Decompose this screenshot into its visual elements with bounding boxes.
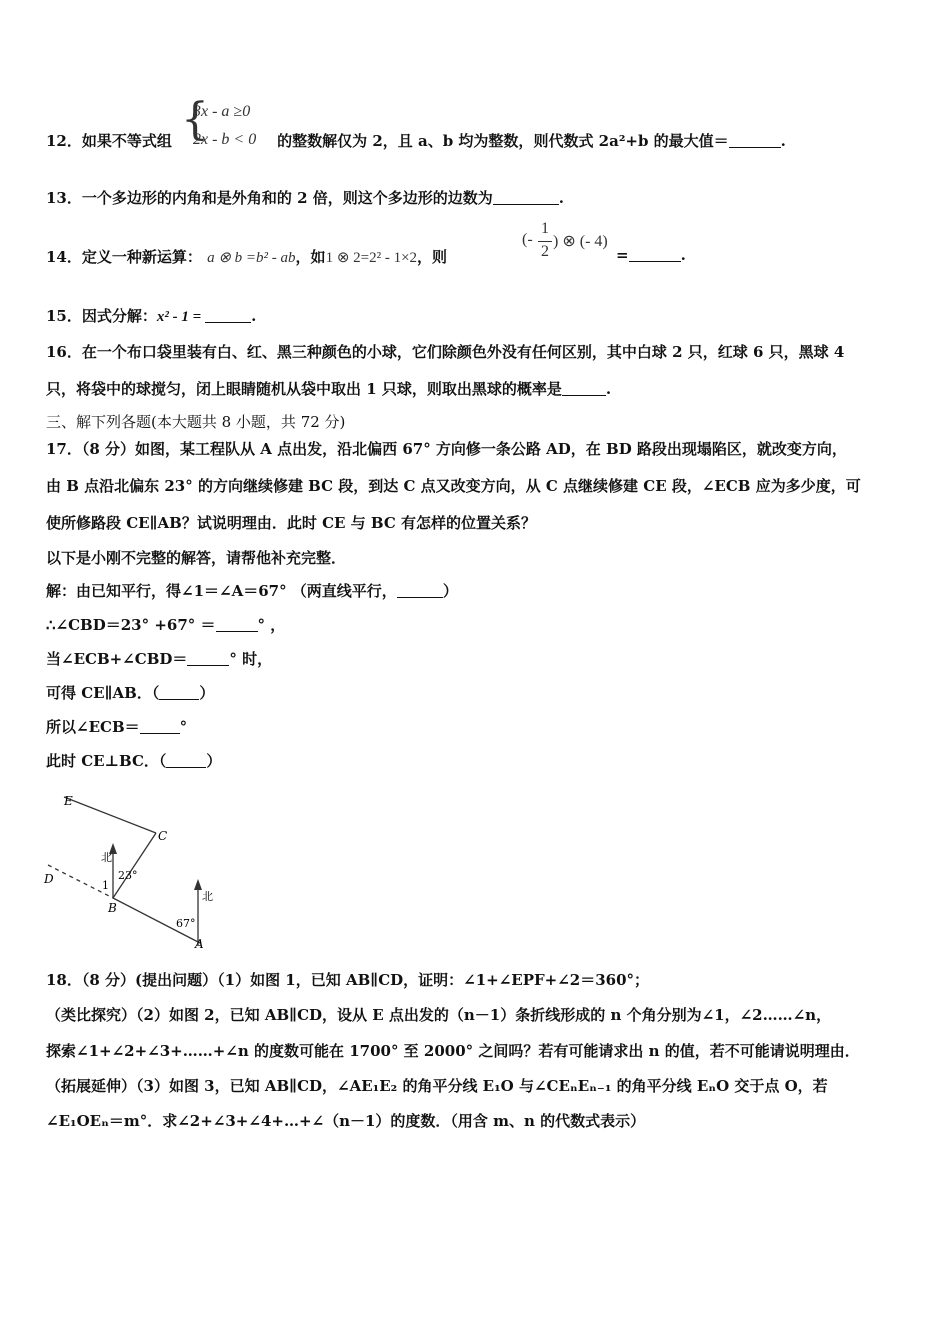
q14-definition: a ⊗ b =b² - ab <box>207 250 296 266</box>
q17-line-1: 17．（8 分）如图，某工程队从 A 点出发，沿北偏西 67° 方向修一条公路 AD，在 BD 路段出现塌陷区，就改变方向， <box>46 440 847 458</box>
q17-step-5: 所以∠ECB＝ ° <box>46 718 188 736</box>
segment-cb <box>113 833 156 898</box>
label-e: E <box>64 794 73 808</box>
q12: 12．如果不等式组 的整数解仅为 2，且 a、b 均为整数，则代数式 2a²+b 的最大值＝ . <box>46 132 786 150</box>
q18-line-3: 探索∠1+∠2+∠3+……+∠n 的度数可能在 1700° 至 2000° 之间吗？若有可能请求出 n 的值，若不可能请说明理由． <box>46 1042 860 1060</box>
q17-step-2: ∴∠CBD＝23° +67° ＝ ° ， <box>46 616 286 634</box>
q14-expr-right: ) ⊗ (- 4) <box>553 233 608 250</box>
q16-answer-blank[interactable] <box>562 380 606 396</box>
q18-line-2: （类比探究）（2）如图 2，已知 AB∥CD，设从 E 点出发的（n－1）条折线形成的 n 个角分别为∠1，∠2……∠n， <box>46 1006 832 1024</box>
q17-blank-1[interactable] <box>397 582 443 598</box>
label-north-a: 北 <box>202 890 213 903</box>
label-angle-1: 1 <box>102 879 109 892</box>
q14-answer: = . <box>616 246 686 264</box>
q17-blank-3[interactable] <box>187 650 229 666</box>
q12-answer-blank[interactable] <box>729 132 781 148</box>
q14-expr-left: (- <box>522 231 533 248</box>
q15: 15．因式分解：x² - 1 = . <box>46 307 257 325</box>
q17-step-4: 可得 CE∥AB．（ ） <box>46 684 215 702</box>
q13: 13．一个多边形的内角和是外角和的 2 倍，则这个多边形的边数为 . <box>46 189 564 207</box>
q17-line-3: 使所修路段 CE∥AB？试说明理由．此时 CE 与 BC 有怎样的位置关系？ <box>46 514 537 532</box>
q18-line-5: ∠E₁OEₙ＝m°．求∠2+∠3+∠4+…+∠（n－1）的度数．（用含 m、n 的代数式表示） <box>46 1112 646 1130</box>
q17-step-6: 此时 CE⊥BC．（ ） <box>46 752 222 770</box>
q17-line-2: 由 B 点沿北偏东 23° 的方向继续修建 BC 段，到达 C 点又改变方向，从 C 点继续修建 CE 段，∠ECB 应为多少度，可 <box>46 477 861 495</box>
q17-blank-5[interactable] <box>140 718 180 734</box>
q13-answer-blank[interactable] <box>493 189 559 205</box>
label-b: B <box>108 901 117 915</box>
label-angle-23: 23° <box>118 869 138 882</box>
q17-blank-6[interactable] <box>166 752 206 768</box>
label-a: A <box>195 937 204 951</box>
label-c: C <box>158 829 168 843</box>
q17-blank-4[interactable] <box>159 684 199 700</box>
q14-frac-bar <box>538 241 552 242</box>
label-angle-67: 67° <box>176 917 196 930</box>
q17-figure <box>40 785 230 955</box>
q14-frac-den: 2 <box>541 243 549 260</box>
label-d: D <box>44 872 54 886</box>
q12-ineq-1: 3x - a ≥0 <box>193 103 251 120</box>
q17-line-4: 以下是小刚不完整的解答，请帮他补充完整． <box>46 549 347 567</box>
q14-frac-num: 1 <box>541 220 549 237</box>
q17-step-1: 解：由已知平行，得∠1＝∠A＝67° （两直线平行， ） <box>46 582 458 600</box>
q16-line-1: 16．在一个布口袋里装有白、红、黑三种颜色的小球，它们除颜色外没有任何区别，其中白球 2 只，红球 6 只，黑球 4 <box>46 343 845 361</box>
q16-line-2: 只，将袋中的球搅匀，闭上眼睛随机从袋中取出 1 只球，则取出黑球的概率是 . <box>46 380 612 398</box>
q18-line-1: 18．（8 分）(提出问题）（1）如图 1，已知 AB∥CD，证明：∠1+∠EPF+∠2＝360°； <box>46 971 650 989</box>
q17-step-3: 当∠ECB+∠CBD＝ ° 时， <box>46 650 273 668</box>
north-arrowhead-a <box>194 879 202 890</box>
section-3-heading: 三、解下列各题(本大题共 8 小题，共 72 分) <box>46 413 346 431</box>
q14: 14．定义一种新运算： a ⊗ b =b² - ab，如1 ⊗ 2=2² - 1×2，则 <box>46 248 448 266</box>
q14-answer-blank[interactable] <box>629 246 681 262</box>
segment-ce <box>64 797 156 833</box>
q12-ineq-2: 2x - b < 0 <box>193 131 257 148</box>
q15-answer-blank[interactable] <box>205 307 251 323</box>
q17-blank-2[interactable] <box>216 616 258 632</box>
q12-brace: { <box>181 94 209 145</box>
q18-line-4: （拓展延伸）（3）如图 3，已知 AB∥CD，∠AE₁E₂ 的角平分线 E₁O 与∠CEₙEₙ₋₁ 的角平分线 EₙO 交于点 O，若 <box>46 1077 828 1095</box>
label-north-b: 北 <box>101 851 112 864</box>
q14-example: 1 ⊗ 2=2² - 1×2 <box>325 250 418 266</box>
